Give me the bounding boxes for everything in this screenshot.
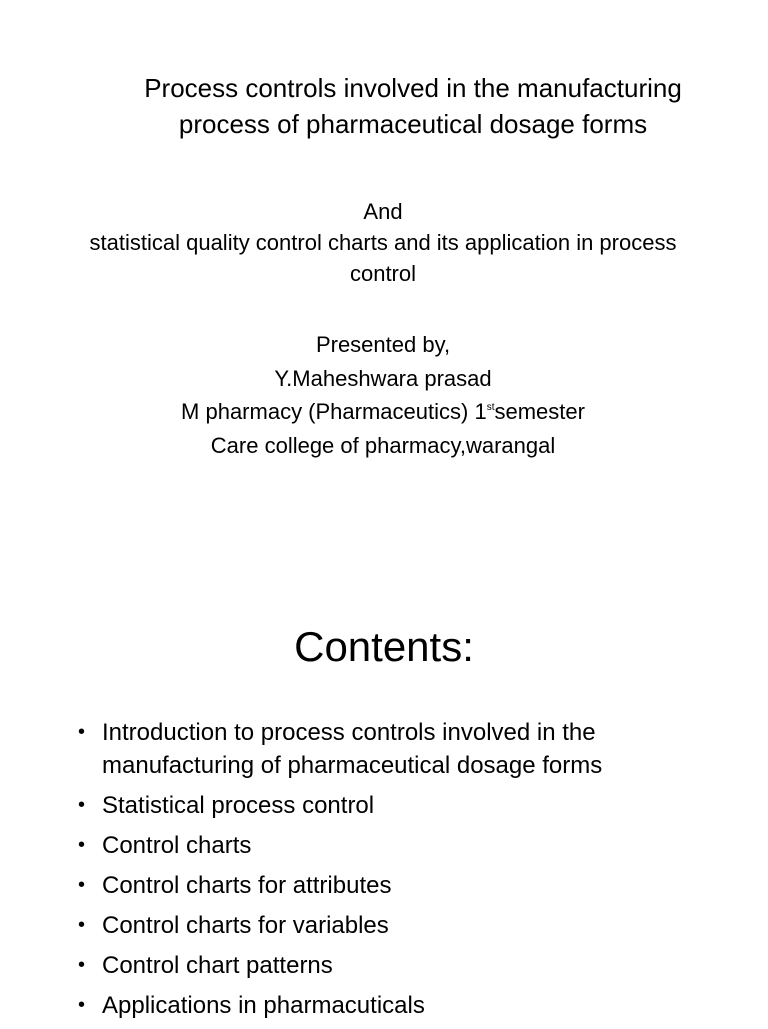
- list-item: [76, 909, 716, 942]
- list-item-text: Control chart patterns: [102, 952, 333, 979]
- list-item-text: Statistical process control: [102, 792, 375, 819]
- list-item: [76, 989, 716, 1022]
- subtitle: [60, 196, 706, 289]
- contents-slide: [0, 512, 768, 1024]
- title-slide: [0, 0, 768, 512]
- degree-suffix: semester: [494, 399, 585, 424]
- list-item: [76, 829, 716, 862]
- list-item: [76, 869, 716, 902]
- bullet-icon: •: [78, 954, 86, 976]
- presenter-name: Y.Maheshwara prasad: [274, 365, 492, 391]
- subtitle-text: statistical quality control charts and its application in process control: [89, 230, 677, 286]
- degree-prefix: M pharmacy (Pharmaceutics) 1: [181, 399, 487, 424]
- presenter-block: [60, 328, 706, 462]
- subtitle-and: And: [363, 199, 403, 224]
- presentation-title: Process controls involved in the manufacturing process of pharmaceutical dosage forms: [144, 73, 682, 139]
- bullet-icon: •: [78, 794, 86, 816]
- list-item: [76, 949, 716, 982]
- list-item-text: Control charts: [102, 832, 252, 859]
- presenter-college: Care college of pharmacy,warangal: [210, 432, 556, 458]
- list-item-text: Control charts for variables: [102, 912, 389, 939]
- list-item-text: Applications in pharmacuticals: [102, 992, 425, 1019]
- contents-list: [76, 716, 716, 1029]
- list-item-text: Control charts for attributes: [102, 872, 392, 899]
- bullet-icon: •: [78, 721, 86, 743]
- list-item: [76, 789, 716, 822]
- presenter-degree: [60, 395, 706, 429]
- bullet-icon: •: [78, 994, 86, 1016]
- presented-by-label: Presented by,: [315, 332, 451, 357]
- list-item: [76, 716, 716, 782]
- list-item-text: Introduction to process controls involved in the manufacturing of pharmaceutical dosage forms: [102, 719, 603, 779]
- degree-superscript: st: [486, 402, 495, 413]
- bullet-icon: •: [78, 874, 86, 896]
- bullet-icon: •: [78, 914, 86, 936]
- bullet-icon: •: [78, 834, 86, 856]
- contents-heading: Contents:: [294, 623, 474, 670]
